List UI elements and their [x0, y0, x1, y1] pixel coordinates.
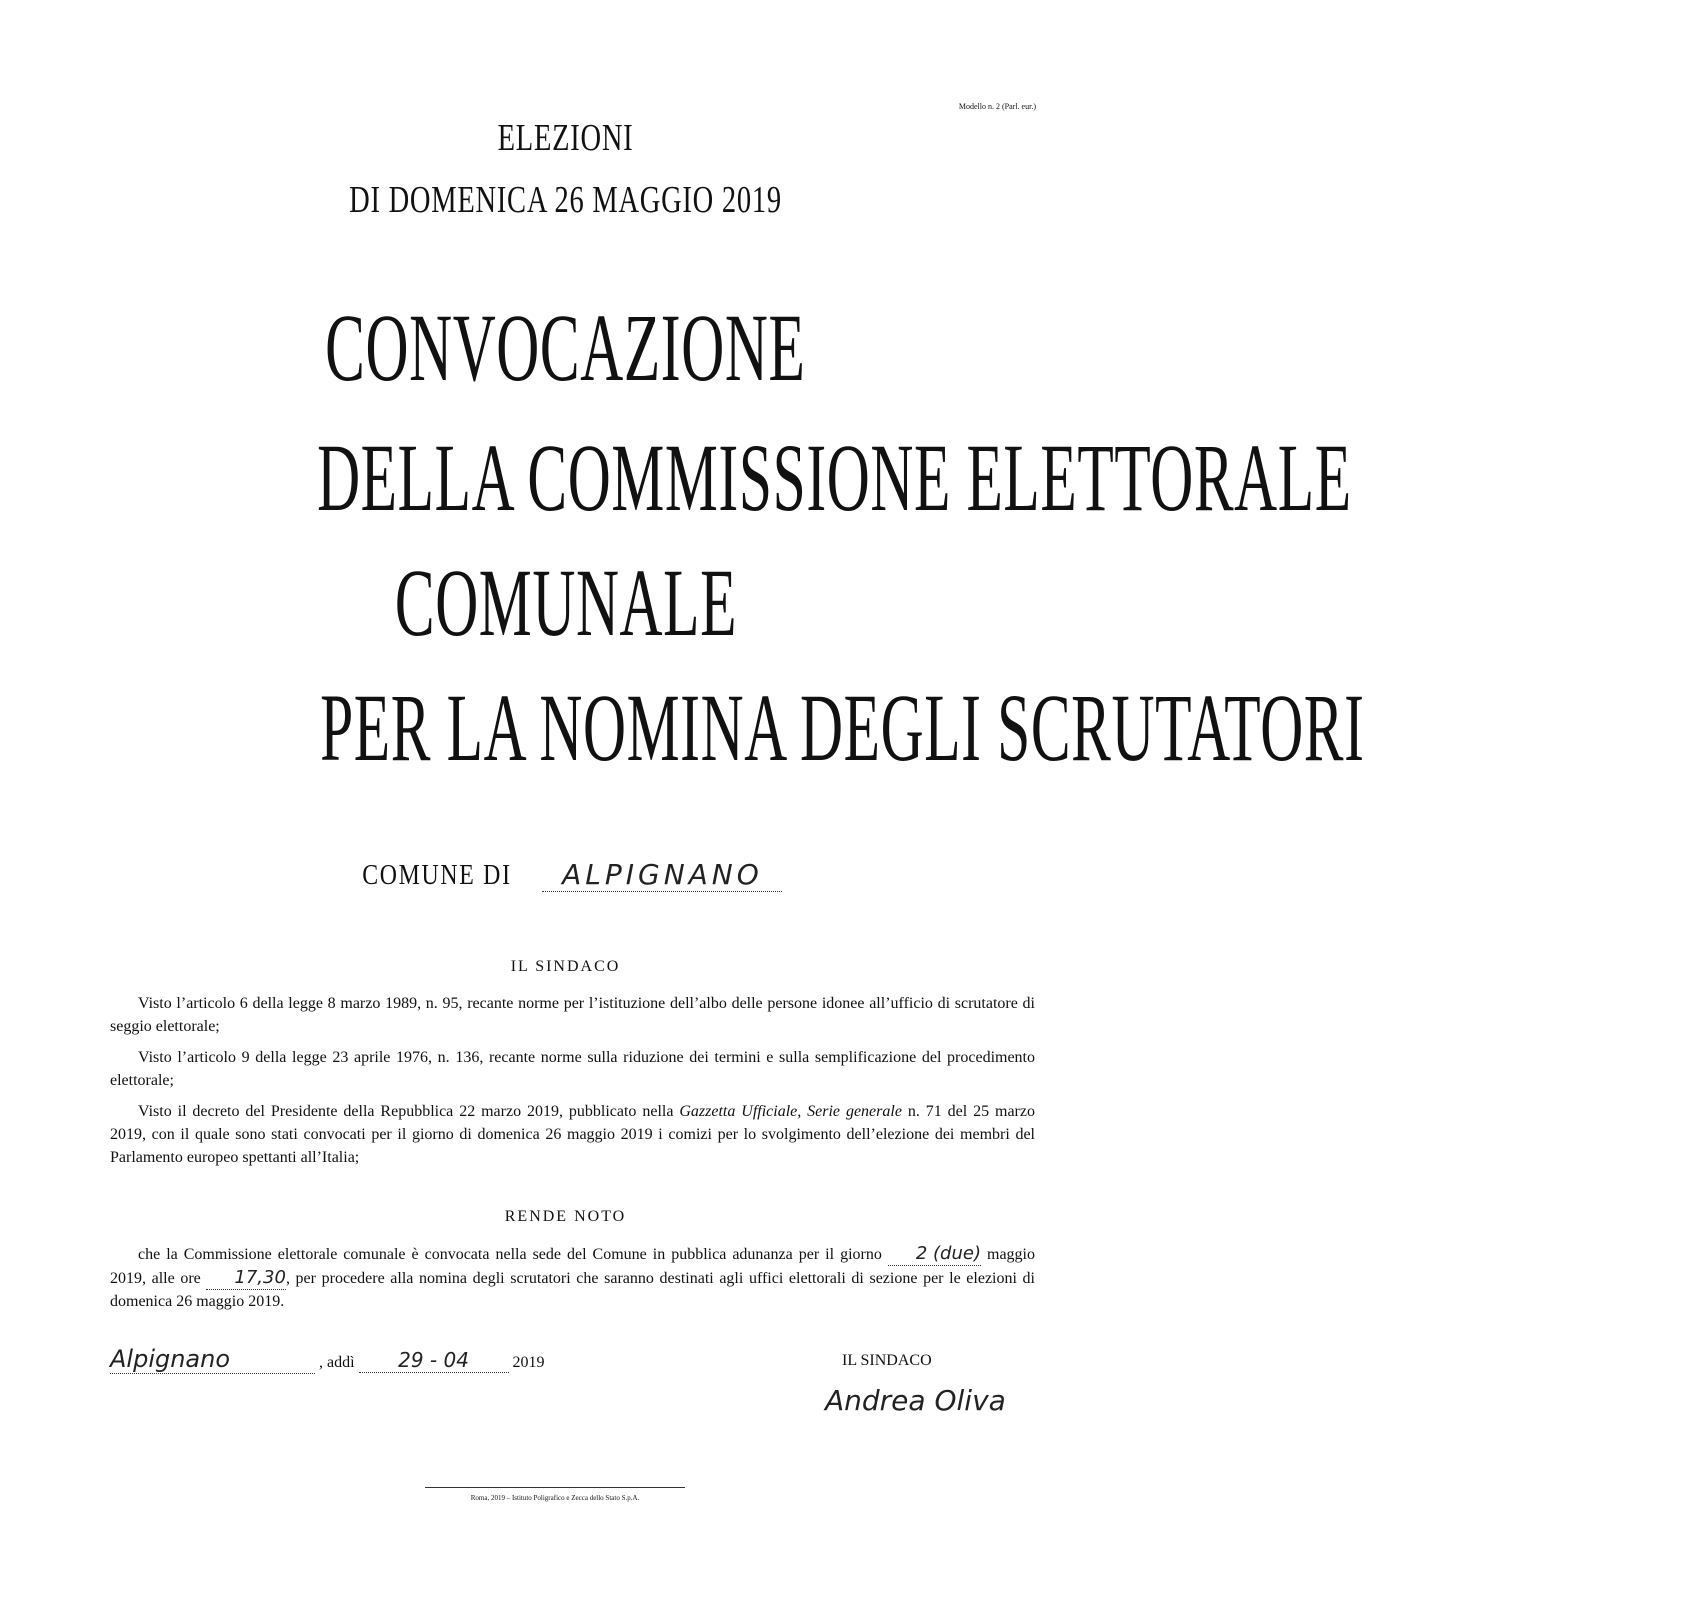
year: 2019 [512, 1354, 545, 1371]
title-line-3: COMUNALE [394, 549, 737, 656]
comune-label: COMUNE DI [361, 860, 512, 891]
premise-2: Visto l’articolo 9 della legge 23 aprile 1976, n. 136, recante norme sulla riduzione dei termini e sulla semplificazione del procedimento elettorale; [110, 1049, 1035, 1089]
premise-1: Visto l’articolo 6 della legge 8 marzo 1989, n. 95, recante norme per l’istituzione dell’albo delle persone idonee all’ufficio di scrutatore di seggio elettorale; [110, 995, 1035, 1035]
time-value: 17,30 [206, 1266, 286, 1290]
comune-value: ALPIGNANO [542, 858, 782, 892]
sindaco-heading: IL SINDACO [510, 958, 621, 975]
place-date-line: Alpignano , addì 29 - 04 2019 [110, 1345, 545, 1373]
title-line-2: DELLA COMMISSIONE ELETTORALE [317, 424, 1352, 531]
signature: Andrea Oliva [825, 1384, 1006, 1417]
footer-imprint: Roma, 2019 – Istituto Poligrafico e Zecca dello Stato S.p.A. [425, 1487, 685, 1502]
premises [110, 992, 1035, 1177]
header-line-1: ELEZIONI [497, 117, 634, 159]
rende-noto-heading: RENDE NOTO [504, 1208, 627, 1225]
sindaco-label: IL SINDACO [842, 1352, 932, 1369]
premise-3: Visto il decreto del Presidente della Repubblica 22 marzo 2019, pubblicato nella Gazzetta Ufficiale, Serie generale n. 71 del 25 marzo 2019, con il quale sono stati convocati per il giorno di domenica 26 maggio 2019 i comizi per lo svolgimento dell’elezione dei membri del Parlamento europeo spettanti all’Italia; [110, 1103, 1035, 1166]
model-label: Modello n. 2 (Parl. eur.) [958, 102, 1036, 111]
date-value: 29 - 04 [359, 1348, 509, 1373]
title-line-4: PER LA NOMINA DEGLI SCRUTATORI [320, 674, 1365, 781]
title-line-1: CONVOCAZIONE [325, 294, 806, 401]
place-value: Alpignano [110, 1345, 315, 1374]
header-line-2: DI DOMENICA 26 MAGGIO 2019 [349, 179, 782, 221]
day-value: 2 (due) [888, 1242, 981, 1266]
comune-line [0, 858, 1131, 892]
notice: che la Commissione elettorale comunale è convocata nella sede del Comune in pubblica adunanza per il giorno 2 (due) maggio 2019, alle ore 17,30, per procedere alla nomina degli scrutatori che saranno destinati agli uffici elettorali di sezione per le elezioni di domenica 26 maggio 2019. [110, 1243, 1036, 1310]
